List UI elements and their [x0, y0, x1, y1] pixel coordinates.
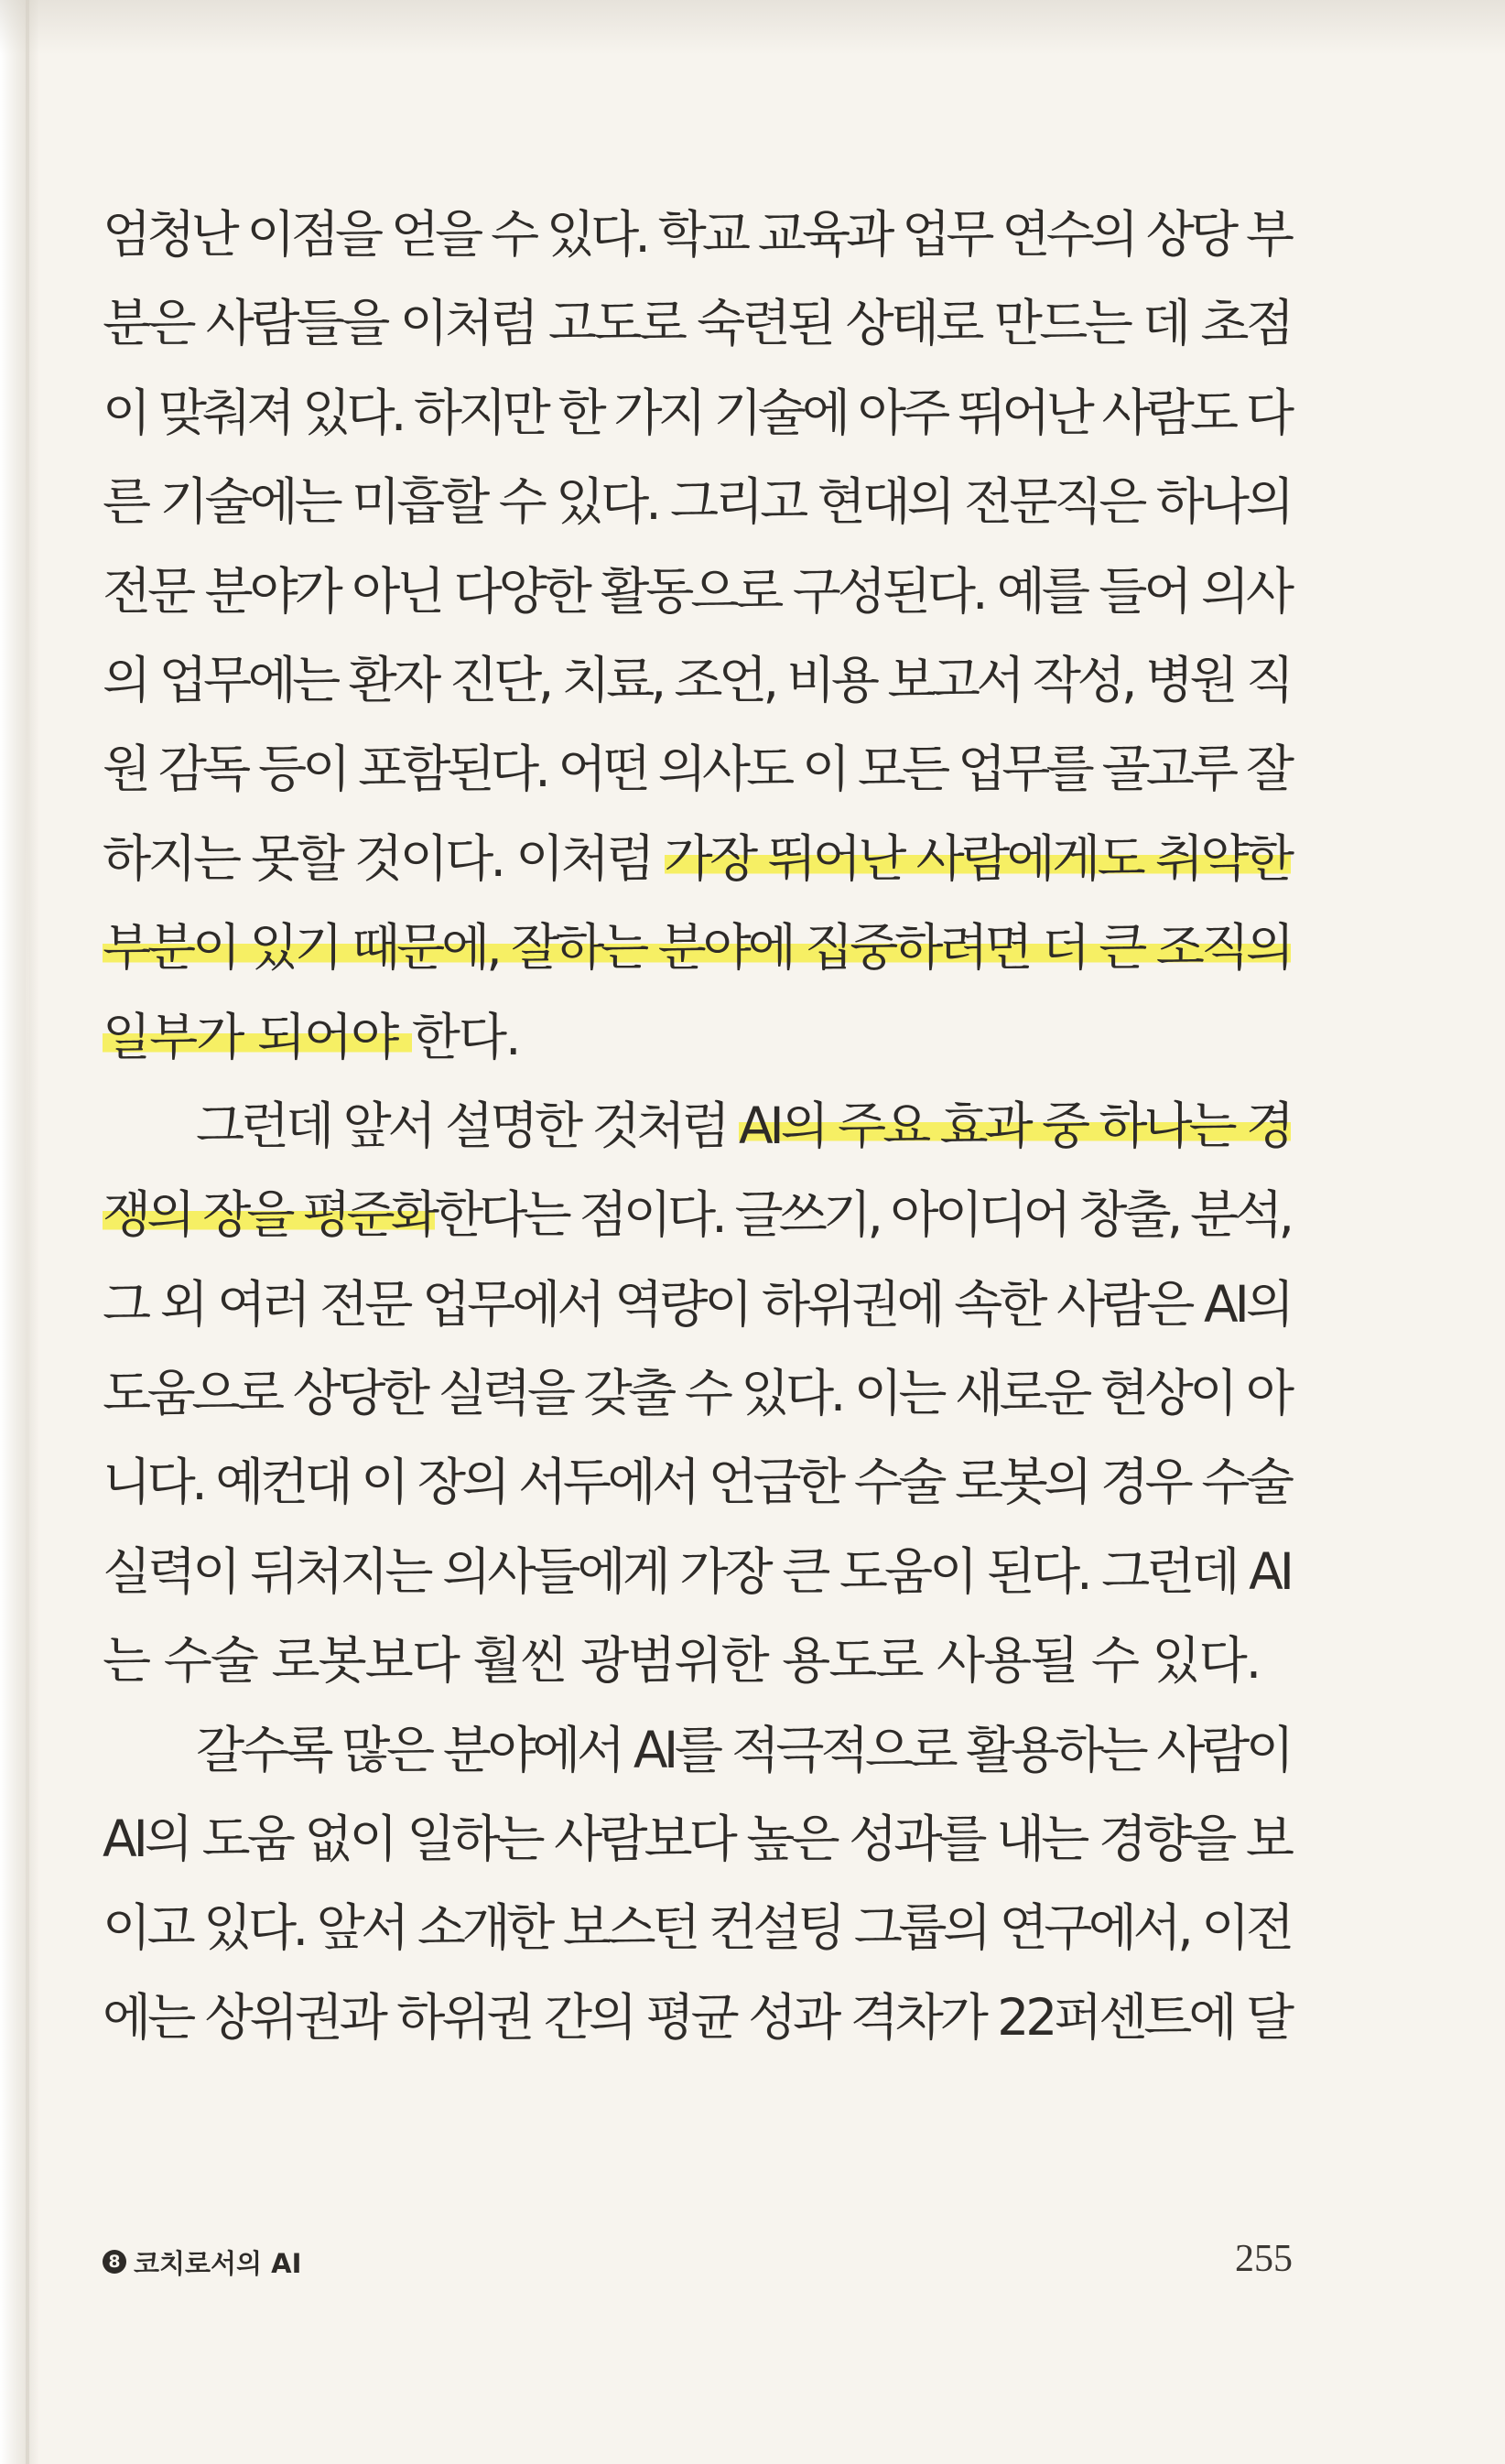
running-footer: [103, 2239, 301, 2285]
text-segment: 실력이 뒤처지는 의사들에게 가장 큰 도움이 된다. 그런데 AI: [103, 1541, 1292, 1601]
text-line: [103, 725, 1293, 814]
text-segment: AI의 도움 없이 일하는 사람보다 높은 성과를 내는 경향을 보: [103, 1810, 1292, 1869]
chapter-title: 코치로서의 AI: [134, 2247, 302, 2279]
text-segment: 그런데 앞서 설명한 것처럼: [196, 1096, 739, 1155]
text-segment: 그 외 여러 전문 업무에서 역량이 하위권에 속한 사람은 AI의: [103, 1274, 1292, 1334]
text-line: [103, 815, 1293, 903]
text-line: [103, 1706, 1293, 1795]
highlighted-text: 일부가 되어야: [103, 1007, 412, 1066]
page-top-shadow: [0, 0, 1505, 55]
text-segment: 의 업무에는 환자 진단, 치료, 조언, 비용 보고서 작성, 병원 직: [103, 650, 1291, 709]
text-segment: 원 감독 등이 포함된다. 어떤 의사도 이 모든 업무를 골고루 잘: [103, 740, 1291, 799]
text-line: [103, 190, 1293, 279]
text-line: [103, 1082, 1293, 1171]
text-line: [103, 369, 1293, 458]
highlighted-text: 쟁의 장을 평준화: [103, 1185, 436, 1245]
body-text: [103, 190, 1293, 2062]
text-line: [103, 1616, 1293, 1705]
text-segment: 하지는 못할 것이다. 이처럼: [103, 828, 665, 888]
text-line: [103, 279, 1293, 368]
text-segment: 엄청난 이점을 얻을 수 있다. 학교 교육과 업무 연수의 상당 부: [103, 205, 1291, 264]
text-line: [103, 903, 1293, 992]
text-line: [103, 993, 1293, 1082]
text-segment: 한다는 점이다. 글쓰기, 아이디어 창출, 분석,: [435, 1185, 1291, 1245]
text-line: [103, 1438, 1293, 1527]
text-segment: 이 맞춰져 있다. 하지만 한 가지 기술에 아주 뛰어난 사람도 다: [103, 383, 1291, 442]
text-segment: 전문 분야가 아닌 다양한 활동으로 구성된다. 예를 들어 의사: [103, 561, 1291, 621]
text-line: [103, 636, 1293, 725]
text-line: [103, 1884, 1293, 1972]
text-segment: 에는 상위권과 하위권 간의 평균 성과 격차가 22퍼센트에 달: [103, 1987, 1291, 2047]
text-line: [103, 1171, 1293, 1259]
text-line: [103, 1260, 1293, 1349]
text-segment: 갈수록 많은 분야에서 AI를 적극적으로 활용하는 사람이: [196, 1720, 1291, 1779]
text-line: [103, 1528, 1293, 1616]
text-line: [103, 1973, 1293, 2062]
text-line: [103, 1795, 1293, 1884]
page-number: 255: [1235, 2238, 1293, 2280]
text-segment: 한다.: [411, 1007, 520, 1066]
chapter-number-badge: 8: [103, 2250, 126, 2274]
text-segment: 분은 사람들을 이처럼 고도로 숙련된 상태로 만드는 데 초점: [103, 294, 1292, 353]
text-segment: 는 수술 로봇보다 훨씬 광범위한 용도로 사용될 수 있다.: [103, 1631, 1261, 1691]
text-segment: 도움으로 상당한 실력을 갖출 수 있다. 이는 새로운 현상이 아: [103, 1364, 1291, 1423]
page-binding-shadow: [26, 0, 29, 2464]
text-line: [103, 458, 1293, 546]
text-line: [103, 547, 1293, 636]
highlighted-text: 가장 뛰어난 사람에게도 취약한: [664, 828, 1292, 888]
page-binding-edge: [0, 0, 38, 2464]
highlighted-text: AI의 주요 효과 중 하나는 경: [738, 1096, 1291, 1155]
text-segment: 른 기술에는 미흡할 수 있다. 그리고 현대의 전문직은 하나의: [103, 472, 1291, 532]
text-line: [103, 1349, 1293, 1438]
text-segment: 이고 있다. 앞서 소개한 보스턴 컨설팅 그룹의 연구에서, 이전: [103, 1898, 1291, 1958]
highlighted-text: 부분이 있기 때문에, 잘하는 분야에 집중하려면 더 큰 조직의: [103, 918, 1291, 978]
text-segment: 니다. 예컨대 이 장의 서두에서 언급한 수술 로봇의 경우 수술: [103, 1453, 1291, 1512]
